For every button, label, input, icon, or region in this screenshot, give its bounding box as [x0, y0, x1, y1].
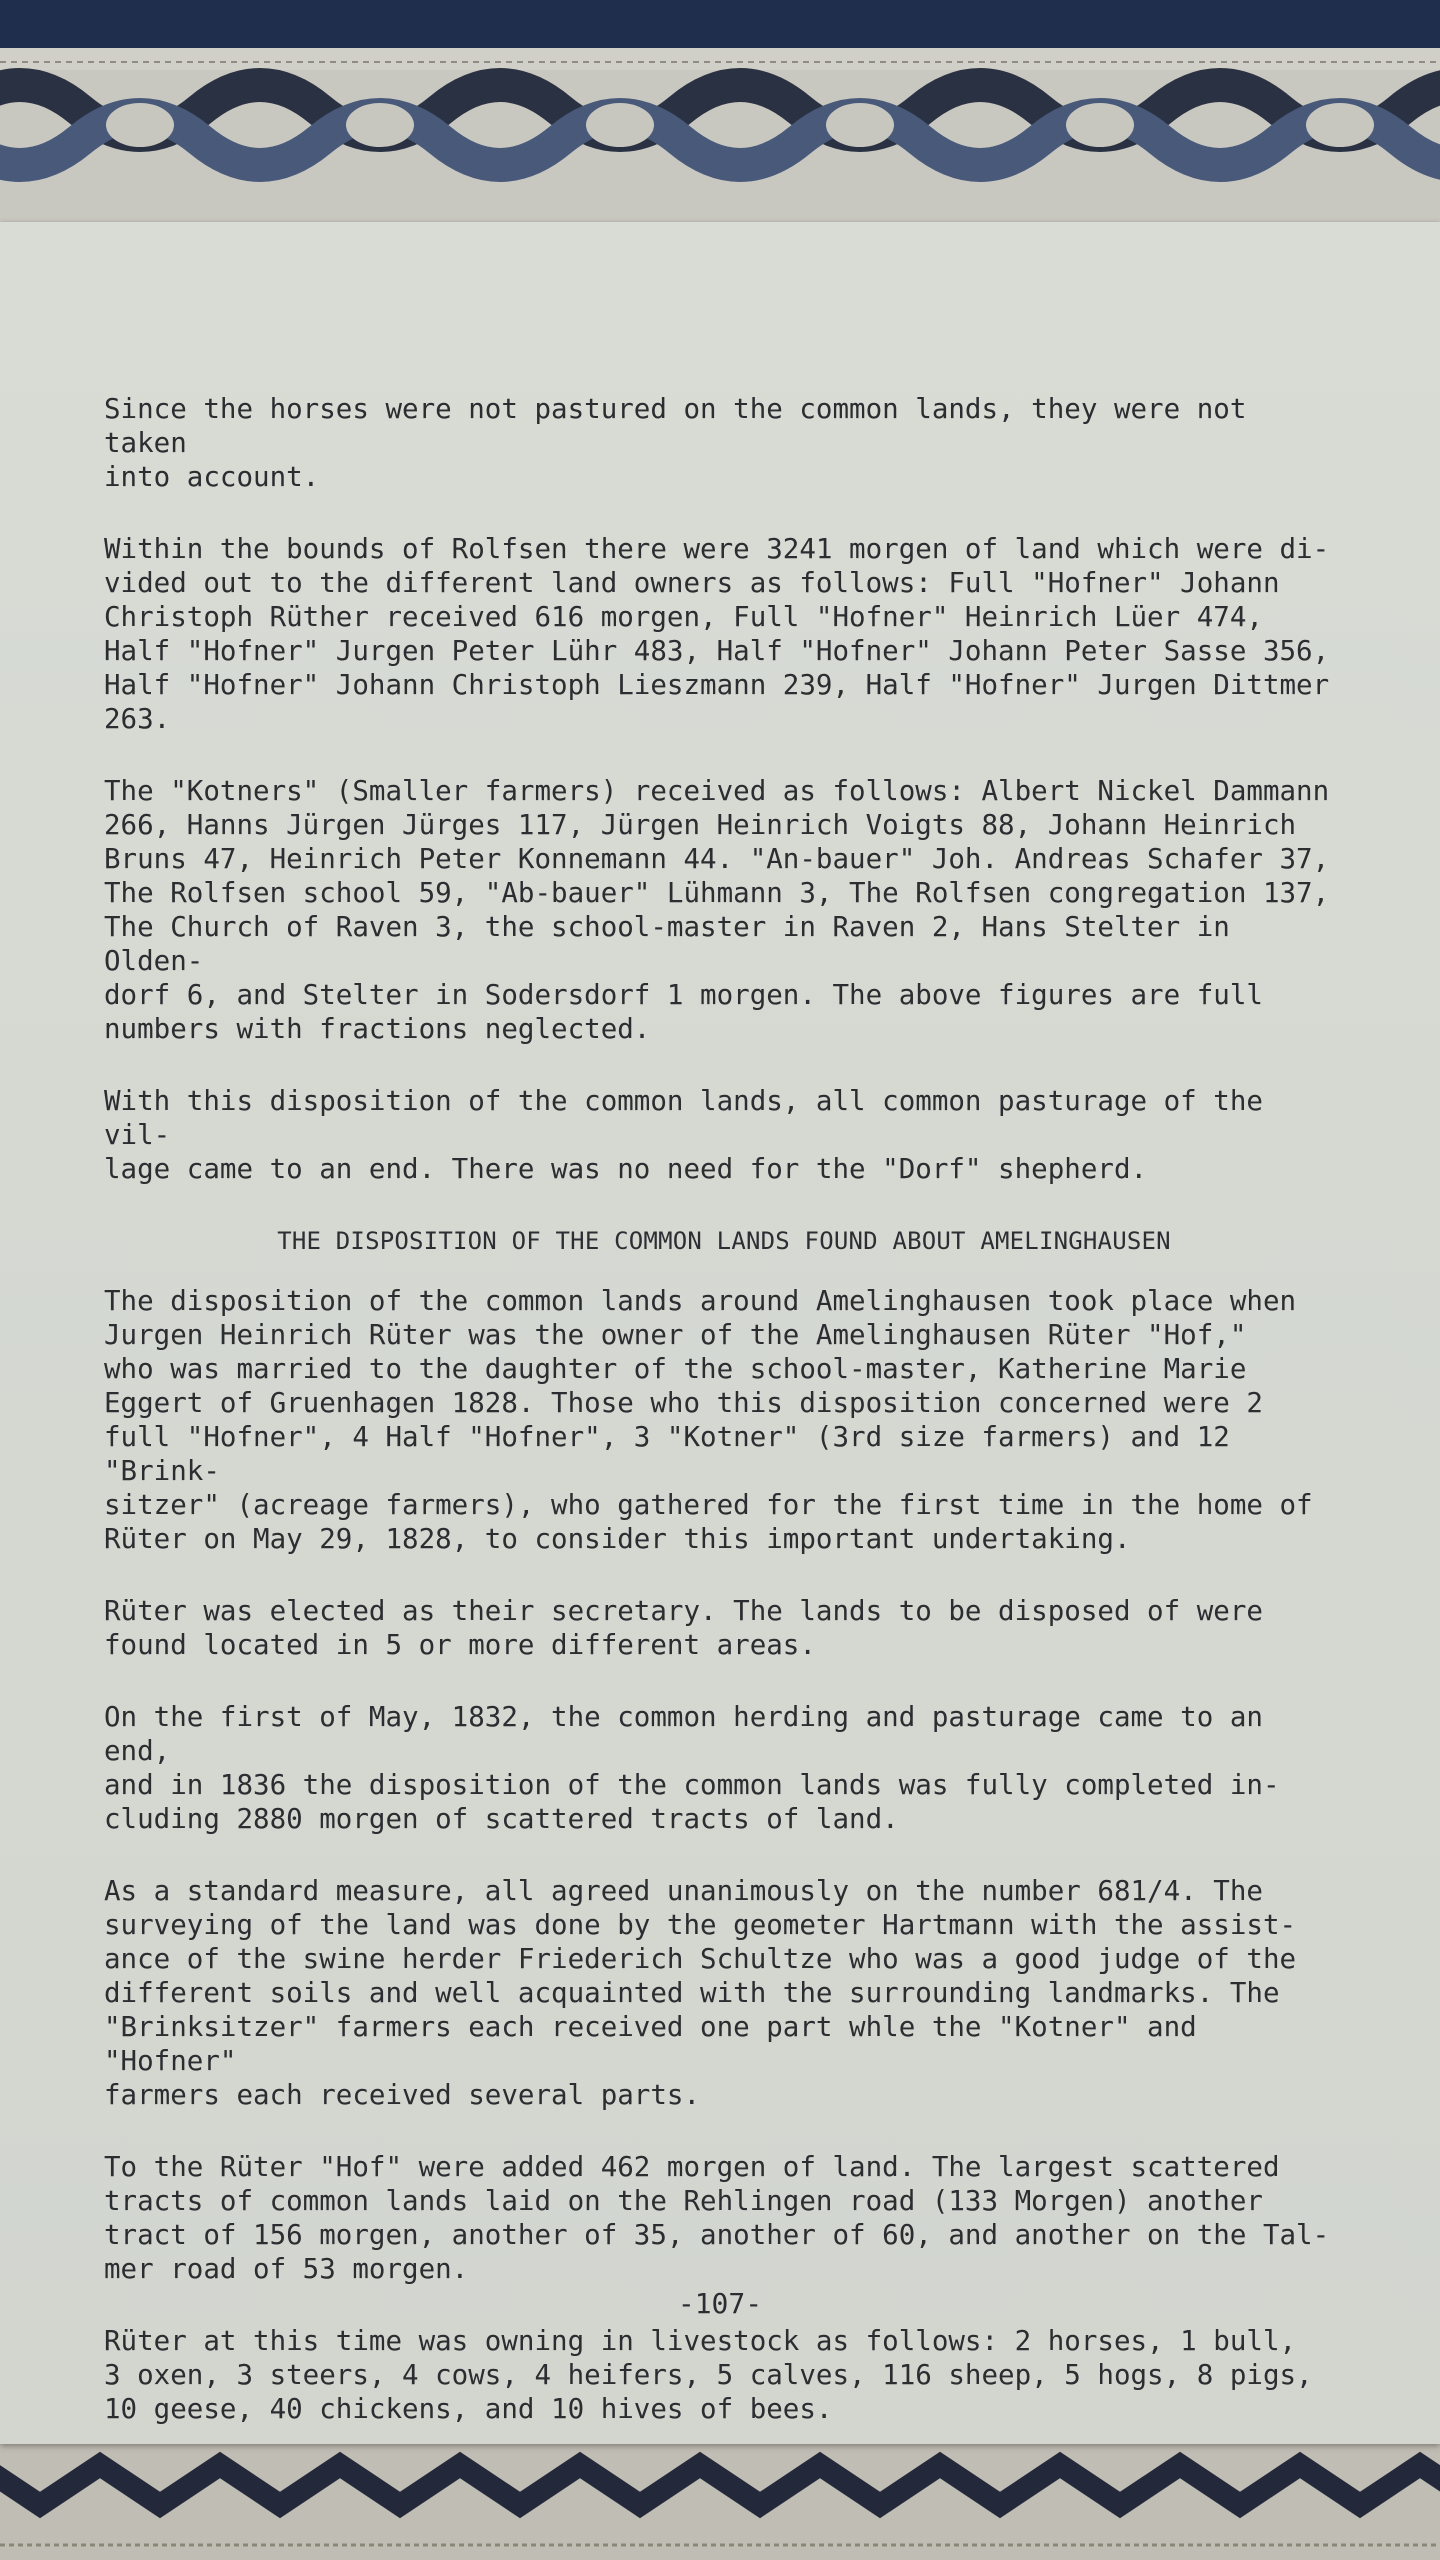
paragraph-standard-measure: As a standard measure, all agreed unanimously on the number 681/4. The surveying of the land was done by the geometer Hartmann with the assist- ance of the swine herder Friederich Schultze who was a good judge of the different soils and well acquainted with the surrounding landmarks. The "Brinksitzer" farmers each received one part whle the "Kotner" and "Hofner" farmers each received several parts.	[104, 1875, 1297, 2111]
paragraph-livestock: Rüter at this time was owning in livestock as follows: 2 horses, 1 bull, 3 oxen, 3 steers, 4 cows, 4 heifers, 5 calves, 116 sheep, 5 hogs, 8 pigs, 10 geese, 40 chickens, and 10 hives of bees.	[104, 2325, 1313, 2425]
paragraph-kotners: The "Kotners" (Smaller farmers) received as follows: Albert Nickel Dammann 266, Hanns Jürgen Jürges 117, Jürgen Heinrich Voigts 88, Johann Heinrich Bruns 47, Heinrich Peter Konnemann 44. "An-bauer" Joh. Andreas Schafer 37, The Rolfsen school 59, "Ab-bauer" Lühmann 3, The Rolfsen congregation 137, The Church of Raven 3, the school-master in Raven 2, Hans Stelter in Olden- dorf 6, and Stelter in Sodersdorf 1 morgen. The above figures are full numbers with fractions neglected.	[104, 775, 1330, 1045]
paragraph-horses: Since the horses were not pastured on the common lands, they were not taken into account.	[104, 393, 1247, 493]
paragraph-amelinghausen-disposition: The disposition of the common lands around Amelinghausen took place when Jurgen Heinrich Rüter was the owner of the Amelinghausen Rüter "Hof," who was married to the daughter of the school-master, Katherine Marie Eggert of Gruenhagen 1828. Those who this disposition concerned were 2 full "Hofner", 4 Half "Hofner", 3 "Kotner" (3rd size farmers) and 12 "Brink- sitzer" (acreage farmers), who gathered for the first time in the home of Rüter on May 29, 1828, to consider this important undertaking.	[104, 1285, 1313, 1555]
paragraph-secretary: Rüter was elected as their secretary. The lands to be disposed of were found located in 5 or more different areas.	[104, 1595, 1263, 1661]
paragraph-ruter-hof-land: To the Rüter "Hof" were added 462 morgen of land. The largest scattered tracts of common lands laid on the Rehlingen road (133 Morgen) another tract of 156 morgen, another of 35, another of 60, and another on the Tal- mer road of 53 morgen.	[104, 2151, 1330, 2285]
page-number: -107-	[677, 2287, 763, 2320]
fabric-border-top	[0, 0, 1440, 250]
paragraph-pasturage-end: With this disposition of the common lands, all common pasturage of the vil- lage came to an end. There was no need for the "Dorf" shepherd.	[104, 1085, 1263, 1185]
section-heading: THE DISPOSITION OF THE COMMON LANDS FOUND ABOUT AMELINGHAUSEN	[277, 1227, 1171, 1255]
paragraph-rolfsen-bounds: Within the bounds of Rolfsen there were 3241 morgen of land which were di- vided out to the different land owners as follows: Full "Hofner" Johann Christoph Rüther received 616 morgen, Full "Hofner" Heinrich Lüer 474, Half "Hofner" Jurgen Peter Lühr 483, Half "Hofner" Johann Peter Sasse 356, Half "Hofner" Johann Christoph Lieszmann 239, Half "Hofner" Jurgen Dittmer 263.	[104, 533, 1330, 735]
fabric-pattern-top	[0, 0, 1440, 250]
paragraph-herding-end: On the first of May, 1832, the common herding and pasturage came to an end, and in 1836 the disposition of the common lands was fully completed in- cluding 2880 morgen of scattered tracts of land.	[104, 1701, 1280, 1835]
page-body	[104, 392, 1344, 2464]
document-page	[0, 222, 1440, 2444]
